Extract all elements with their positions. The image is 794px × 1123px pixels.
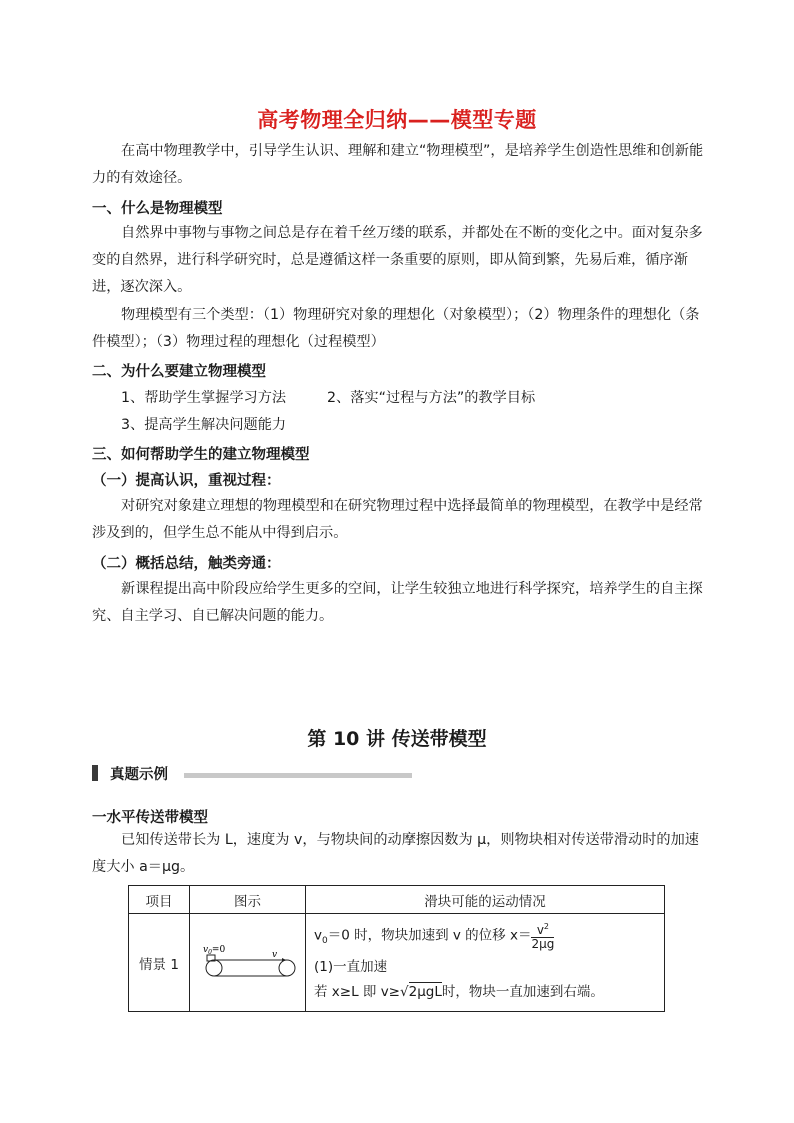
motion-line-1: $v_0=0$ 时，物块加速到 v 的位移 x＝ $\frac{v^2}{2\mu g}$	[314, 922, 555, 952]
section-3-subheading-2: （二）概括总结，触类旁通：	[92, 556, 281, 572]
section-2-item-3: 3、提高学生解决问题能力	[121, 417, 287, 433]
intro-paragraph: 在高中物理教学中，引导学生认识、理解和建立“物理模型”，是培养学生创造性思维和创新能力的有效途径。	[92, 143, 704, 186]
section-3-paragraph-2: 新课程提出高中阶段应给学生更多的空间，让学生较独立地进行科学探究，培养学生的自主探究、自主学习、自已解决问题的能力。	[92, 581, 703, 624]
section-2-heading: 二、为什么要建立物理模型	[92, 364, 266, 380]
part-1-heading: 一水平传送带模型	[92, 810, 208, 826]
section-bar-marker	[92, 765, 98, 781]
table-header-item: 项目	[129, 886, 190, 914]
left-pulley	[206, 960, 222, 976]
section-2-item-2: 2、落实“过程与方法”的教学目标	[327, 390, 536, 406]
section-3-heading: 三、如何帮助学生的建立物理模型	[92, 447, 310, 463]
lecture-title: 第 10 讲 传送带模型	[307, 728, 487, 750]
table-header-row	[129, 886, 665, 914]
part-1-paragraph: 已知传送带长为 L，速度为 v，与物块间的动摩擦因数为 μ，则物块相对传送带滑动时的加速度大小 a＝μg。	[92, 832, 699, 875]
section-2-item-1: 1、帮助学生掌握学习方法	[121, 390, 287, 406]
table-row	[129, 914, 665, 1012]
conveyor-belt-diagram	[191, 916, 304, 1006]
displacement-fraction: $\frac{v^2}{2\mu g}$	[531, 922, 555, 952]
section-3-subheading-1: （一）提高认识，重视过程：	[92, 473, 281, 489]
section-3-paragraph-1: 对研究对象建立理想的物理模型和在研究物理过程中选择最简单的物理模型，在教学中是经常涉及到的，但学生总不能从中得到启示。	[92, 498, 703, 541]
conveyor-table	[128, 885, 665, 1012]
section-1-paragraph-2: 物理模型有三个类型：（1）物理研究对象的理想化（对象模型）；（2）物理条件的理想化（条件模型）；（3）物理过程的理想化（过程模型）	[92, 307, 700, 350]
right-pulley	[279, 960, 295, 976]
table-header-motion: 滑块可能的运动情况	[306, 886, 665, 914]
section-1-paragraph-1: 自然界中事物与事物之间总是存在着千丝万缕的联系，并都处在不断的变化之中。面对复杂多变的自然界，进行科学研究时，总是遵循这样一条重要的原则，即从简到繁，先易后难，循序渐进，逐次深入。	[92, 225, 703, 295]
section-bar-label: 真题示例	[110, 767, 168, 783]
motion-description	[306, 914, 665, 1012]
section-bar-rule	[184, 773, 412, 778]
motion-line-3: 若 x≥L 即 v≥√2μgL时，物块一直加速到右端。	[314, 983, 604, 1000]
section-1-heading: 一、什么是物理模型	[92, 201, 223, 217]
conveyor-figure-cell	[190, 914, 306, 1012]
figure-v0-label: $v_0=0$	[203, 944, 226, 956]
document-title: 高考物理全归纳——模型专题	[257, 108, 537, 132]
table-header-figure: 图示	[190, 886, 306, 914]
figure-v-label: v	[272, 949, 278, 960]
motion-line-2: (1)一直加速	[314, 958, 388, 975]
scenario-label: 情景 1	[129, 914, 190, 1012]
